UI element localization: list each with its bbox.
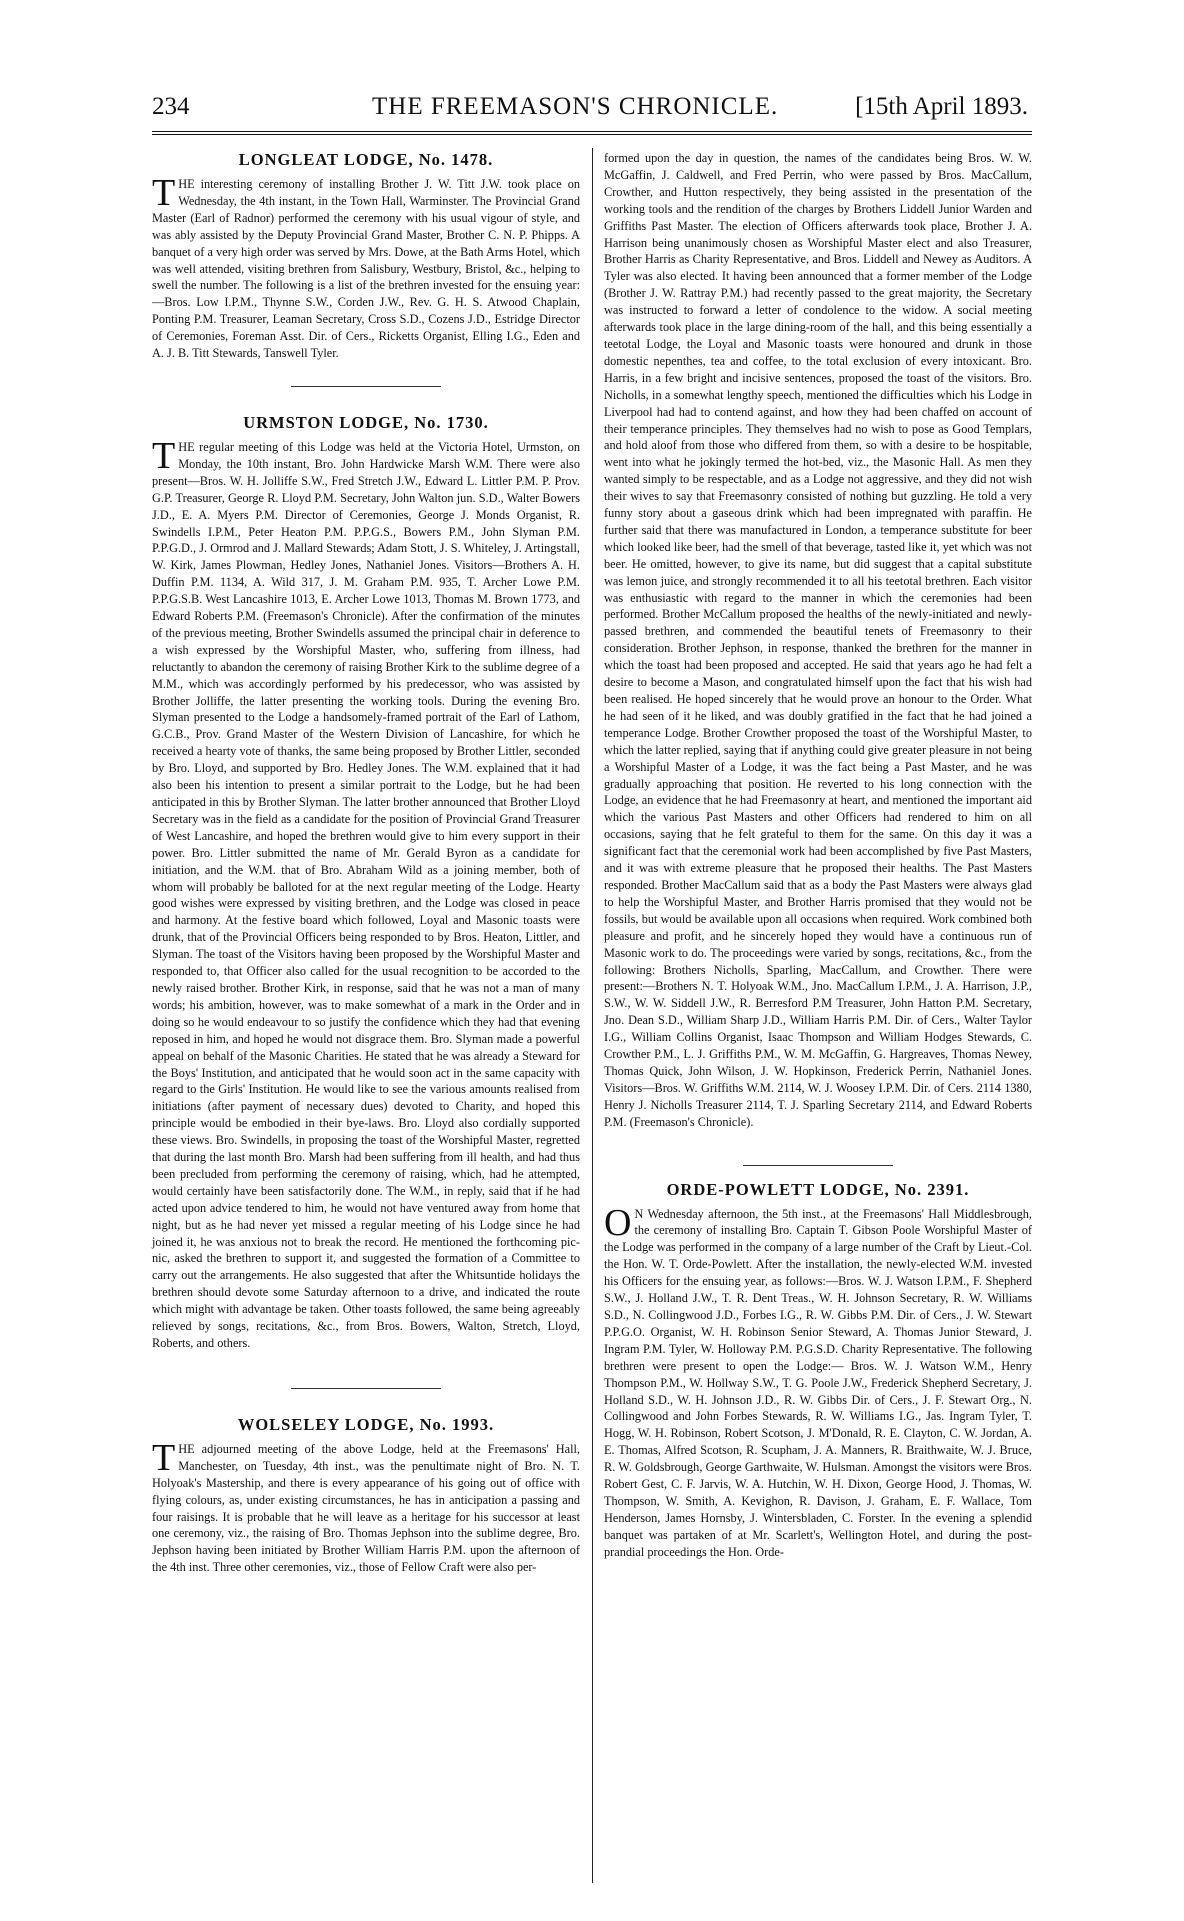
article-body: formed upon the day in question, the names of the candidates being Bros. W. W. McGaffin, J. Caldwell, and Fred Perrin, who were passed by Bros. MacCallum, Crowther, and Hutton respectively, they being assisted in the presentation of the working tools and the rendition of the charges by Brothers Liddell Junior Warden and Griffiths Past Master. The election of Officers afterwards took place, Brother J. A. Harrison being unanimously chosen as Worshipful Master elect and also Treasurer, Brother Harris as Charity Representative, and Bros. Liddell and Newey as Auditors. A Tyler was also elected. It having been announced that a former member of the Lodge (Brother J. W. Rattray P.M.) had recently passed to the great majority, the Secretary was instructed to forward a letter of condolence to the widow. A social meeting afterwards took place in the large dining-room of the hall, and this being essentially a teetotal Lodge, the Loyal and Masonic toasts were honoured and drunk in those domestic nepenthes, tea and coffee, to the total exclusion of every intoxicant. Bro. Harris, in a few bright and incisive sentences, proposed the toast of the visitors. Bro. Nicholls, in a somewhat lengthy speech, mentioned the difficulties which his Lodge in Liverpool had had to contend against, and how they had been chaffed on account of their temperance principles. They themselves had no wish to pose as Good Templars, and hold aloof from those who differed from them, so with a desire to be hospitable, went into what he jokingly termed the hot-bed, viz., the Masonic Hall. As men they wanted simply to be respectable, and as a Lodge not aggressive, and they did not wish their wives to say that Freemasonry consisted of nothing but guzzling. He told a very funny story about a gaseous drink which had been impregnated with paraffin. He further said that there was manufactured in London, a temperance substitute for beer which looked like beer, had the smell of that beverage, tasted like it, yet which was not beer. He omitted, however, to give its name, but did suggest that a capital substitute was lemon juice, and strongly recommended it to all his teetotal brethren. Each visitor was enthusiastic with regard to the manner in which the ceremonies had been performed. Brother McCallum proposed the healths of the newly-initiated and newly-passed brethren, and commended the beautiful tenets of Freemasonry to their consideration. Brother Jephson, in response, thanked the brethren for the manner in which the toast had been proposed and accepted. He said that years ago he had felt a desire to become a Mason, and congratulated himself upon the fact that his wish had been realised. He hoped sincerely that he would prove an honour to the Order. What he had seen of it he liked, and was doubly gratified in the fact that he had joined a temperance Lodge. Brother Crowther proposed the toast of the Worshipful Master, to which the latter replied, saying that if anything could give greater pleasure in not being a Worshipful Master of a Lodge, it was the fact being a Past Master, and he was gradually approaching that position. He reverted to his long connection with the Lodge, an evidence that he had Freemasonry at heart, and mentioned the important aid which the various Past Masters and other Officers had rendered to him on all occasions, saying that he felt grateful to them for the same. On this day it was a significant fact that the ceremonial work had been accomplished by five Past Masters, and it was with extreme pleasure that he proposed their healths. The Past Masters responded. Brother MacCallum said that as a body the Past Masters were always glad to help the Worshipful Master, and Brother Harris promised that they would not be fossils, but would be available upon all occasions when required. Work combined both pleasure and profit, and he sincerely hoped they would have a continuous run of Masonic work to do. The proceedings were varied by songs, recitations, &c., from the following: Brothers Nicholls, Sparling, MacCallum, and Crowther. There were present:—Brothers N. T. Holyoak W.M., Jno. MacCallum I.P.M., J. A. Harrison, J.P., S.W., W. W. Siddell J.W., R. Berresford P.M Treasurer, John Hatton P.M. Secretary, Jno. Dean S.D., William Sharp J.D., William Harris P.M. Dir. of Cers., Walter Taylor I.G., William Collins Organist, Isaac Thompson and William Hodges Stewards, C. Crowther P.M., L. J. Griffiths P.M., W. M. McGaffin, G. Hargreaves, Thomas Newey, Thomas Quick, John Wilson, J. W. Hopkinson, Frederick Perrin, Nathaniel Jones. Visitors—Bros. W. Griffiths W.M. 2114, W. J. Woosey I.P.M. Dir. of Cers. 2114 1380, Henry J. Nicholls Treasurer 2114, T. J. Sparling Secretary 2114, and Edward Roberts P.M. (Freemason's Chronicle).: [604, 151, 1032, 1129]
drop-cap: O: [604, 1201, 632, 1244]
article-heading: URMSTON LODGE, No. 1730.: [243, 412, 489, 432]
drop-cap: T: [152, 1436, 176, 1479]
article-body: THE regular meeting of this Lodge was held at the Victoria Hotel, Urmston, on Monday, the 10th instant, Bro. John Hardwicke Marsh W.M. There were also present—Bros. W. H. Jolliffe S.W., Fred Stretch J.W., Edward L. Littler P.M. P. Prov. G.P. Treasurer, George R. Lloyd P.M. Secretary, John Walton jun. S.D., Walter Bowers J.D., E. A. Myers P.M. Director of Ceremonies, George J. Monds Organist, R. Swindells I.P.M., Peter Heaton P.M. P.P.G.S., Bowers P.M., John Slyman P.M. P.P.G.D., J. Ormrod and J. Mallard Stewards; Adam Stott, J. S. Whiteley, J. Artingstall, W. Kirk, James Plowman, Hedley Jones, Nathaniel Jones. Visitors—Brothers A. H. Duffin P.M. 1134, A. Wild 317, J. M. Graham P.M. 935, T. Archer Lowe P.M. P.P.G.S.B. West Lancashire 1013, E. Archer Lowe 1013, Thomas M. Brown 1773, and Edward Roberts P.M. (Freemason's Chronicle). After the confirmation of the minutes of the previous meeting, Brother Swindells assumed the principal chair in deference to a wish expressed by the Worshipful Master, who, suffering from illness, had reluctantly to abandon the ceremony of raising Brother Kirk to the sublime degree of a M.M., which was accordingly performed by his predecessor, who was assisted by Brother Jolliffe, the latter presenting the working tools. During the evening Bro. Slyman presented to the Lodge a handsomely-framed portrait of the Earl of Lathom, G.C.B., Prov. Grand Master of the Western Division of Lancashire, for which he received a hearty vote of thanks, the same being proposed by Brother Littler, seconded by Bro. Lloyd, and supported by Bro. Hedley Jones. The W.M. explained that it had also been his intention to present a similar portrait to the Lodge, but he had been anticipated in this by Brother Slyman. The latter brother announced that Brother Lloyd Secretary was in the field as a candidate for the position of Provincial Grand Treasurer of West Lancashire, and hoped the brethren would give to him every support in their power. Bro. Littler submitted the name of Mr. Gerald Byron as a candidate for initiation, and the W.M. that of Bro. Abraham Wild as a joining member, both of whom will probably be balloted for at the next regular meeting of the Lodge. Hearty good wishes were expressed by visiting brethren, and the Lodge was closed in peace and harmony. At the festive board which followed, Loyal and Masonic toasts were drunk, that of the Provincial Officers being responded to by Bros. Heaton, Littler, and Slyman. The toast of the Visitors having been proposed by the Worshipful Master and responded to, that Officer also called for the usual recognition to be accorded to the newly raised brother. Brother Kirk, in response, said that he was not a man of many words; his ambition, however, was to make somewhat of a mark in the Order and in doing so he would endeavour to so justify the confidence which they had that evening reposed in him, and hoped he would not disgrace them. Bro. Slyman made a powerful appeal on behalf of the Masonic Charities. He stated that he was already a Steward for the Boys' Institution, and anticipated that he would soon act in the same capacity with regard to the Girls' Institution. He would like to see the various amounts realised from initiations (after payment of necessary dues) devoted to Charity, and hoped this principle would be embodied in their bye-laws. Bro. Lloyd also cordially supported these views. Bro. Swindells, in proposing the toast of the Worshipful Master, regretted that during the last month Bro. Marsh had been suffering from ill health, and had thus been precluded from performing the ceremony of raising, which, had he attempted, would certainly have been satisfactorily done. The W.M., in reply, said that if he had acted upon advice tendered to him, he would not have ventured away from home that night, but as he had never yet missed a regular meeting of his Lodge since he had joined it, he was anxious not to break the record. He mentioned the forthcoming pic-nic, asked the brethren to support it, and suggested the formation of a Committee to carry out the arrangements. He also suggested that after the Whitsuntide holidays the brethren should devote some Saturday afternoon to a drive, and indicated the route which might with advantage be taken. Other toasts followed, the same being agreeably relieved by songs, recitations, &c., from Bros. Bowers, Walton, Stretch, Lloyd, Roberts, and others.: [152, 434, 580, 1350]
article-body: THE adjourned meeting of the above Lodge, held at the Freemasons' Hall, Manchester, on Tuesday, 4th inst., was the penultimate night of Bro. N. T. Holyoak's Mastership, and there is every appearance of his going out of office with flying colours, as, under existing circumstances, he has in anticipation a passing and four raisings. It is probable that he will leave as a heritage for his successor at least one ceremony, viz., the raising of Bro. Thomas Jephson into the sublime degree, Bro. Jephson having been initiated by Brother William Harris P.M. upon the afternoon of the 4th inst. Three other ceremonies, viz., those of Fellow Craft were also per-: [152, 1436, 580, 1575]
header-rule-top: [152, 131, 1032, 132]
article-wolseley: [152, 1415, 580, 1576]
drop-cap: T: [152, 172, 176, 214]
article-heading: WOLSELEY LODGE, No. 1993.: [237, 1414, 495, 1434]
right-column: [604, 150, 1032, 1561]
article-heading: LONGLEAT LODGE, No. 1478.: [238, 150, 494, 169]
article-body: O N Wednesday afternoon, the 5th inst., at the Freemasons' Hall Middlesbrough, the ceremony of installing Bro. Captain T. Gibson Poole Worshipful Master of the Lodge was performed in the company of a large number of the Craft by Lieut.-Col. the Hon. W. T. Orde-Powlett. After the installation, the newly-elected W.M. invested his Officers for the ensuing year, as follows:—Bros. W. J. Watson I.P.M., F. Shepherd S.W., J. Holland J.W., T. R. Dent Treas., W. H. Johnson Secretary, R. W. Williams S.D., N. Collingwood J.D., Forbes I.G., R. W. Gibbs P.M. Dir. of Cers., J. W. Stewart P.P.G.O. Organist, W. H. Robinson Senior Steward, A. Thomas Junior Steward, J. Ingram P.M. Tyler, W. Holloway P.M. P.G.S.D. Charity Representative. The following brethren were present to open the Lodge:— Bros. W. J. Watson W.M., Henry Thompson P.M., W. Hollway S.W., T. G. Poole J.W., Frederick Shepherd Secretary, J. Holland S.D., W. H. Johnson J.D., R. W. Gibbs Dir. of Cers., J. F. Stewart Org., N. Collingwood and John Forbes Stewards, R. W. Williams I.G., Jas. Ingram Tyler, T. Hogg, W. H. Robinson, Robert Scotson, J. M'Donald, R. E. Clayton, C. W. Jordan, A. E. Thomas, Alfred Scotson, R. Scupham, J. A. Manners, R. Braithwaite, W. J. Bruce, R. W. Goldsbrough, George Garthwaite, W. Hulsman. Amongst the visitors were Bros. Robert Gest, C. F. Jarvis, W. A. Hutchin, W. H. Dixon, George Hood, J. Thomas, W. Thompson, W. Smith, A. Kevighon, R. Davison, J. Graham, E. F. Wallace, Tom Henderson, James Hornsby, J. Wintersbladen, C. Forster. In the evening a splendid banquet was partaken of at Mr. Scarlett's, Wellington Hotel, and during the post-prandial proceedings the Hon. Orde-: [604, 1201, 1032, 1559]
drop-cap: T: [152, 434, 176, 477]
issue-date: [15th April 1893.: [855, 93, 1028, 120]
page-number: 234: [152, 93, 190, 120]
article-wolseley-continued: [604, 150, 1032, 1131]
masthead-title: THE FREEMASON'S CHRONICLE.: [372, 93, 779, 120]
column-divider: [592, 148, 593, 1883]
page-header: [152, 93, 1028, 125]
article-body: THE interesting ceremony of installing Brother J. W. Titt J.W. took place on Wednesday, the 4th instant, in the Town Hall, Warminster. The Provincial Grand Master (Earl of Radnor) performed the ceremony with his usual vigour of style, and was ably assisted by the Deputy Provincial Grand Master, Brother C. N. P. Phipps. A banquet of a very high order was served by Mrs. Dowe, at the Bath Arms Hotel, which was well attended, visiting brethren from Salisbury, Westbury, Bristol, &c., helping to swell the number. The following is a list of the brethren invested for the ensuing year:—Bros. Low I.P.M., Thynne S.W., Corden J.W., Rev. G. H. S. Atwood Chaplain, Ponting P.M. Treasurer, Leaman Secretary, Cross S.D., Cozens J.D., Estridge Director of Ceremonies, Foreman Asst. Dir. of Cers., Ricketts Organist, Elling I.G., Eden and A. J. B. Titt Stewards, Tanswell Tyler.: [152, 172, 580, 361]
article-heading: ORDE-POWLETT LODGE, No. 2391.: [666, 1179, 970, 1199]
left-column: [152, 150, 580, 1576]
header-rule-bottom: [152, 134, 1032, 135]
article-urmston: [152, 413, 580, 1352]
article-orde-powlett: [604, 1180, 1032, 1561]
article-longleat: [152, 150, 580, 362]
